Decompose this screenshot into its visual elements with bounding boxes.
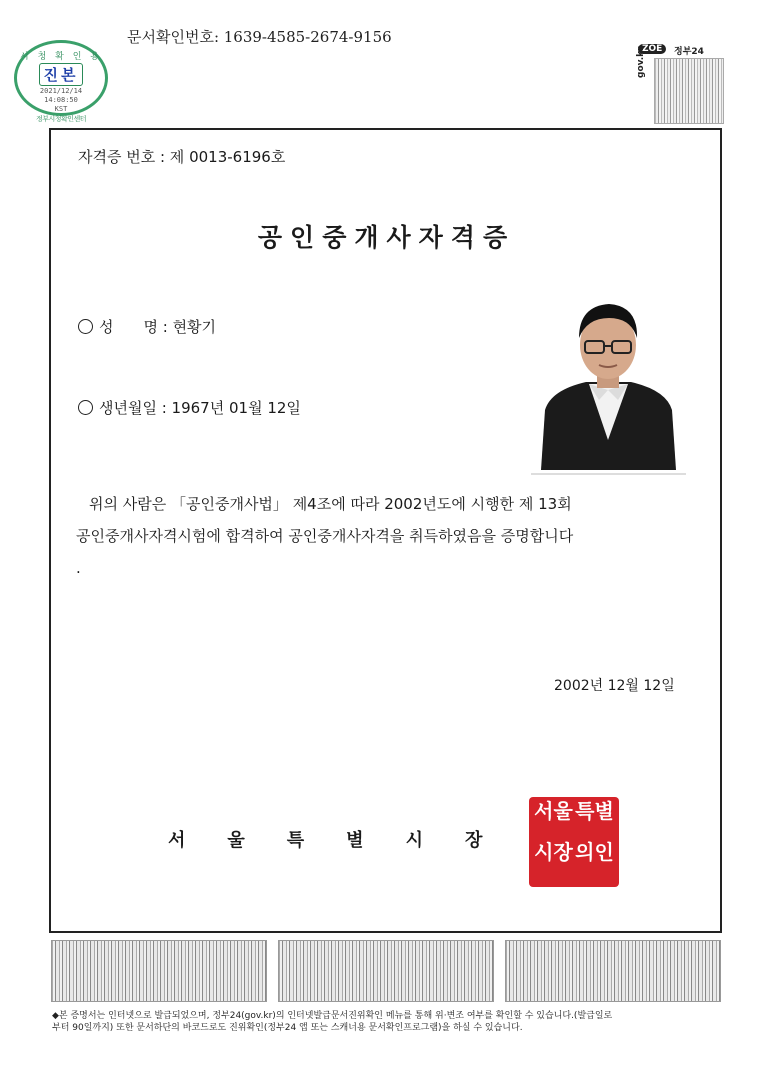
gov24-url: gov.kr	[636, 46, 646, 78]
issue-date: 2002년 12월 12일	[554, 678, 675, 694]
seal-text: 의인	[575, 840, 614, 864]
verification-stamp	[14, 40, 108, 123]
footer-notice-line1: ◆본 증명서는 인터넷으로 발급되었으며, 정부24(gov.kr)의 인터넷발급문서진위확인 메뉴를 통해 위·변조 여부를 확인할 수 있습니다.(발급일로	[52, 1011, 613, 1021]
certificate-title: 공인중개사자격증	[257, 223, 516, 252]
stamp-time: 14:08:50	[44, 96, 78, 104]
issuer-char: 서	[168, 830, 186, 851]
issuer-char: 특	[286, 830, 305, 851]
issuer-char: 울	[227, 830, 245, 851]
statement-line2: 공인중개사자격시험에 합격하여 공인중개사자격을 취득하였음을 증명합니다	[76, 527, 574, 545]
stamp-date: 2021/12/14	[39, 87, 83, 95]
portrait-image	[531, 290, 686, 476]
seal-text: 서울	[534, 799, 573, 823]
stamp-org: 정부시청확인센터	[35, 115, 87, 123]
footer-notice-line2: 부터 90일까지) 또한 문서하단의 바코드로도 진위확인(정부24 앱 또는 스캐너용 문서확인프로그램)을 하실 수 있습니다.	[52, 1023, 523, 1033]
gov24-2d-barcode	[654, 58, 724, 124]
issuer-char: 장	[464, 830, 483, 851]
stamp-original-mark: 진본	[39, 63, 84, 86]
portrait-photo	[531, 290, 686, 476]
gov24-label: 정부24	[674, 47, 704, 57]
statement-line1: 위의 사람은 「공인중개사법」 제4조에 따라 2002년도에 시행한 제 13회	[89, 495, 572, 513]
verification-barcode	[278, 940, 494, 1002]
statement-line3: .	[76, 559, 81, 577]
gov24-badge: ZOE	[638, 44, 666, 54]
birthdate-field	[78, 397, 301, 418]
footer-notice	[52, 1010, 724, 1034]
issuer-char: 별	[346, 830, 364, 851]
circle-bullet-icon	[78, 400, 93, 415]
document-confirm-number: 문서확인번호: 1639-4585-2674-9156	[127, 28, 392, 46]
certificate-number: 자격증 번호 : 제 0013-6196호	[78, 148, 286, 166]
seal-text: 특별	[575, 799, 614, 823]
verification-barcode	[505, 940, 721, 1002]
circle-bullet-icon	[78, 319, 93, 334]
stamp-timezone: KST	[54, 105, 68, 113]
certificate-statement	[76, 488, 716, 584]
official-red-seal	[529, 797, 619, 887]
stamp-line1: 시 청 확 인 용	[20, 52, 102, 62]
birthdate-value: 생년월일 : 1967년 01월 12일	[99, 399, 301, 417]
issuer-char: 시	[405, 830, 423, 851]
issuer-title	[168, 826, 482, 852]
verification-barcode	[51, 940, 267, 1002]
name-field	[78, 316, 216, 337]
seal-text: 시장	[534, 840, 573, 864]
name-value: 성 명 : 현황기	[99, 318, 217, 336]
